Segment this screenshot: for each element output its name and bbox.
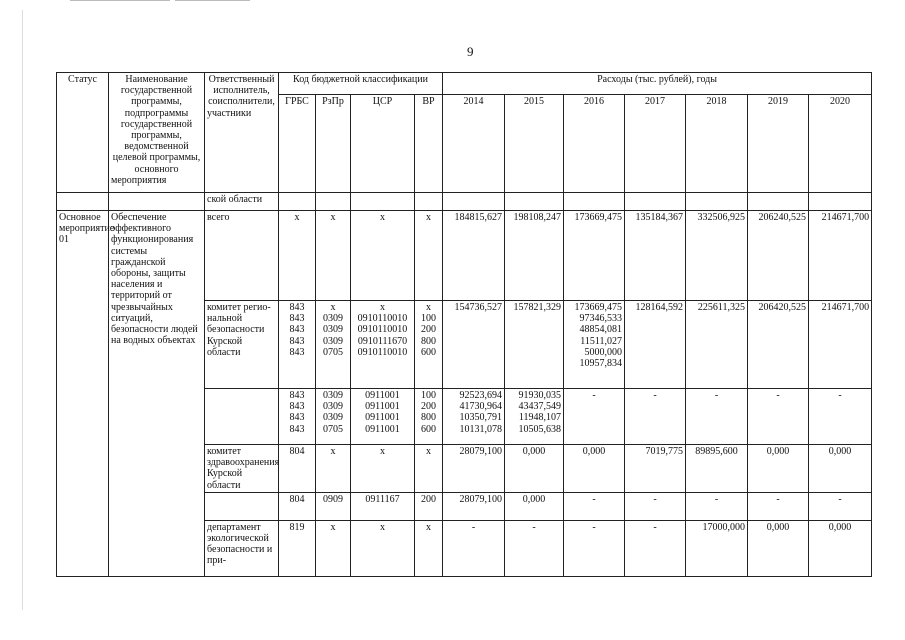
top-rule-right xyxy=(175,0,250,1)
csr-cell: 0911001 0911001 0911001 0911001 xyxy=(351,389,415,445)
grbs-cell: 804 xyxy=(279,445,316,493)
value-cell: 225611,325 xyxy=(686,301,748,389)
value-cell: - xyxy=(505,520,564,576)
csr-header: ЦСР xyxy=(351,95,415,193)
csr-cell: х 0910110010 0910110010 0910111670 0910110010 xyxy=(351,301,415,389)
value-cell: 92523,694 41730,964 10350,791 10131,078 xyxy=(443,389,505,445)
value-cell: 0,000 xyxy=(505,445,564,493)
csr-cell: х xyxy=(351,211,415,301)
grbs-cell: 804 xyxy=(279,492,316,520)
value-cell: 332506,925 xyxy=(686,211,748,301)
value-cell: - xyxy=(748,389,809,445)
rzpr-cell: х xyxy=(316,211,351,301)
value-cell: 0,000 xyxy=(564,445,625,493)
value-cell: - xyxy=(625,492,686,520)
budget-table xyxy=(56,72,872,577)
vr-cell: х xyxy=(415,520,443,576)
vr-cell: 100 200 800 600 xyxy=(415,389,443,445)
value-cell: - xyxy=(625,520,686,576)
grbs-header: ГРБС xyxy=(279,95,316,193)
page-edge xyxy=(22,10,23,610)
year-header: 2016 xyxy=(564,95,625,193)
rzpr-cell: х 0309 0309 0309 0705 xyxy=(316,301,351,389)
csr-cell: х xyxy=(351,445,415,493)
value-cell: - xyxy=(625,389,686,445)
value-cell: 0,000 xyxy=(748,520,809,576)
year-header: 2017 xyxy=(625,95,686,193)
year-header: 2018 xyxy=(686,95,748,193)
page-number: 9 xyxy=(467,44,474,59)
grbs-cell: 819 xyxy=(279,520,316,576)
value-cell: - xyxy=(443,520,505,576)
table-row xyxy=(57,211,872,301)
value-cell: 135184,367 xyxy=(625,211,686,301)
value-cell: 0,000 xyxy=(505,492,564,520)
value-cell: - xyxy=(809,389,872,445)
csr-cell: х xyxy=(351,520,415,576)
value-cell: 0,000 xyxy=(748,445,809,493)
rzpr-cell: х xyxy=(316,520,351,576)
rzpr-cell: 0909 xyxy=(316,492,351,520)
vr-cell: 200 xyxy=(415,492,443,520)
value-cell: 28079,100 xyxy=(443,492,505,520)
budget-code-header: Код бюджетной классификации xyxy=(279,73,443,95)
value-cell: 214671,700 xyxy=(809,301,872,389)
grbs-cell: 843 843 843 843 xyxy=(279,389,316,445)
expenses-header: Расходы (тыс. рублей), годы xyxy=(443,73,872,95)
status-cell: Основное мероприятие 01 xyxy=(57,211,109,577)
year-header: 2020 xyxy=(809,95,872,193)
value-cell: - xyxy=(686,492,748,520)
executor-cell xyxy=(205,492,279,520)
continuation-executor: ской области xyxy=(205,193,279,211)
vr-cell: х 100 200 800 600 xyxy=(415,301,443,389)
value-cell: 206240,525 xyxy=(748,211,809,301)
value-cell: 91930,035 43437,549 11948,107 10505,638 xyxy=(505,389,564,445)
executor-header: Ответственный исполнитель, соисполнители, участники xyxy=(205,73,279,193)
executor-cell: всего xyxy=(205,211,279,301)
status-header: Статус xyxy=(57,73,109,193)
value-cell: 173669,475 xyxy=(564,211,625,301)
value-cell: 157821,329 xyxy=(505,301,564,389)
executor-cell: департамент экологической безопасности и при- xyxy=(205,520,279,576)
vr-cell: х xyxy=(415,211,443,301)
executor-cell: комитет регио-нальной безопасности Курской области xyxy=(205,301,279,389)
csr-cell: 0911167 xyxy=(351,492,415,520)
top-rule-left xyxy=(70,0,170,1)
value-cell: 198108,247 xyxy=(505,211,564,301)
value-cell: - xyxy=(564,389,625,445)
value-cell: 0,000 xyxy=(809,445,872,493)
value-cell: 173669,475 97346,533 48854,081 11511,027 5000,000 10957,834 xyxy=(564,301,625,389)
name-cell: Обеспечение эффективного функционирования системы гражданской обороны, защиты населения и территорий от чрезвычайных ситуаций, безопасности людей на водных объектах xyxy=(109,211,205,577)
header-row-1 xyxy=(57,73,872,95)
rzpr-header: РзПр xyxy=(316,95,351,193)
year-header: 2014 xyxy=(443,95,505,193)
value-cell: - xyxy=(809,492,872,520)
grbs-cell: х xyxy=(279,211,316,301)
name-header: Наименование государственной программы, подпрограммы государственной программы, ведомственной целевой программы, основного мероприятия xyxy=(109,73,205,193)
value-cell: 89895,600 xyxy=(686,445,748,493)
value-cell: 7019,775 xyxy=(625,445,686,493)
value-cell: 17000,000 xyxy=(686,520,748,576)
rzpr-cell: х xyxy=(316,445,351,493)
year-header: 2019 xyxy=(748,95,809,193)
value-cell: 0,000 xyxy=(809,520,872,576)
grbs-cell: 843 843 843 843 843 xyxy=(279,301,316,389)
value-cell: 206420,525 xyxy=(748,301,809,389)
year-header: 2015 xyxy=(505,95,564,193)
value-cell: 214671,700 xyxy=(809,211,872,301)
value-cell: 184815,627 xyxy=(443,211,505,301)
value-cell: 154736,527 xyxy=(443,301,505,389)
rzpr-cell: 0309 0309 0309 0705 xyxy=(316,389,351,445)
value-cell: - xyxy=(564,492,625,520)
value-cell: - xyxy=(748,492,809,520)
continuation-row xyxy=(57,193,872,211)
executor-cell xyxy=(205,389,279,445)
value-cell: 128164,592 xyxy=(625,301,686,389)
vr-cell: х xyxy=(415,445,443,493)
value-cell: 28079,100 xyxy=(443,445,505,493)
executor-cell: комитет здравоохранения Курской области xyxy=(205,445,279,493)
vr-header: ВР xyxy=(415,95,443,193)
value-cell: - xyxy=(564,520,625,576)
value-cell: - xyxy=(686,389,748,445)
